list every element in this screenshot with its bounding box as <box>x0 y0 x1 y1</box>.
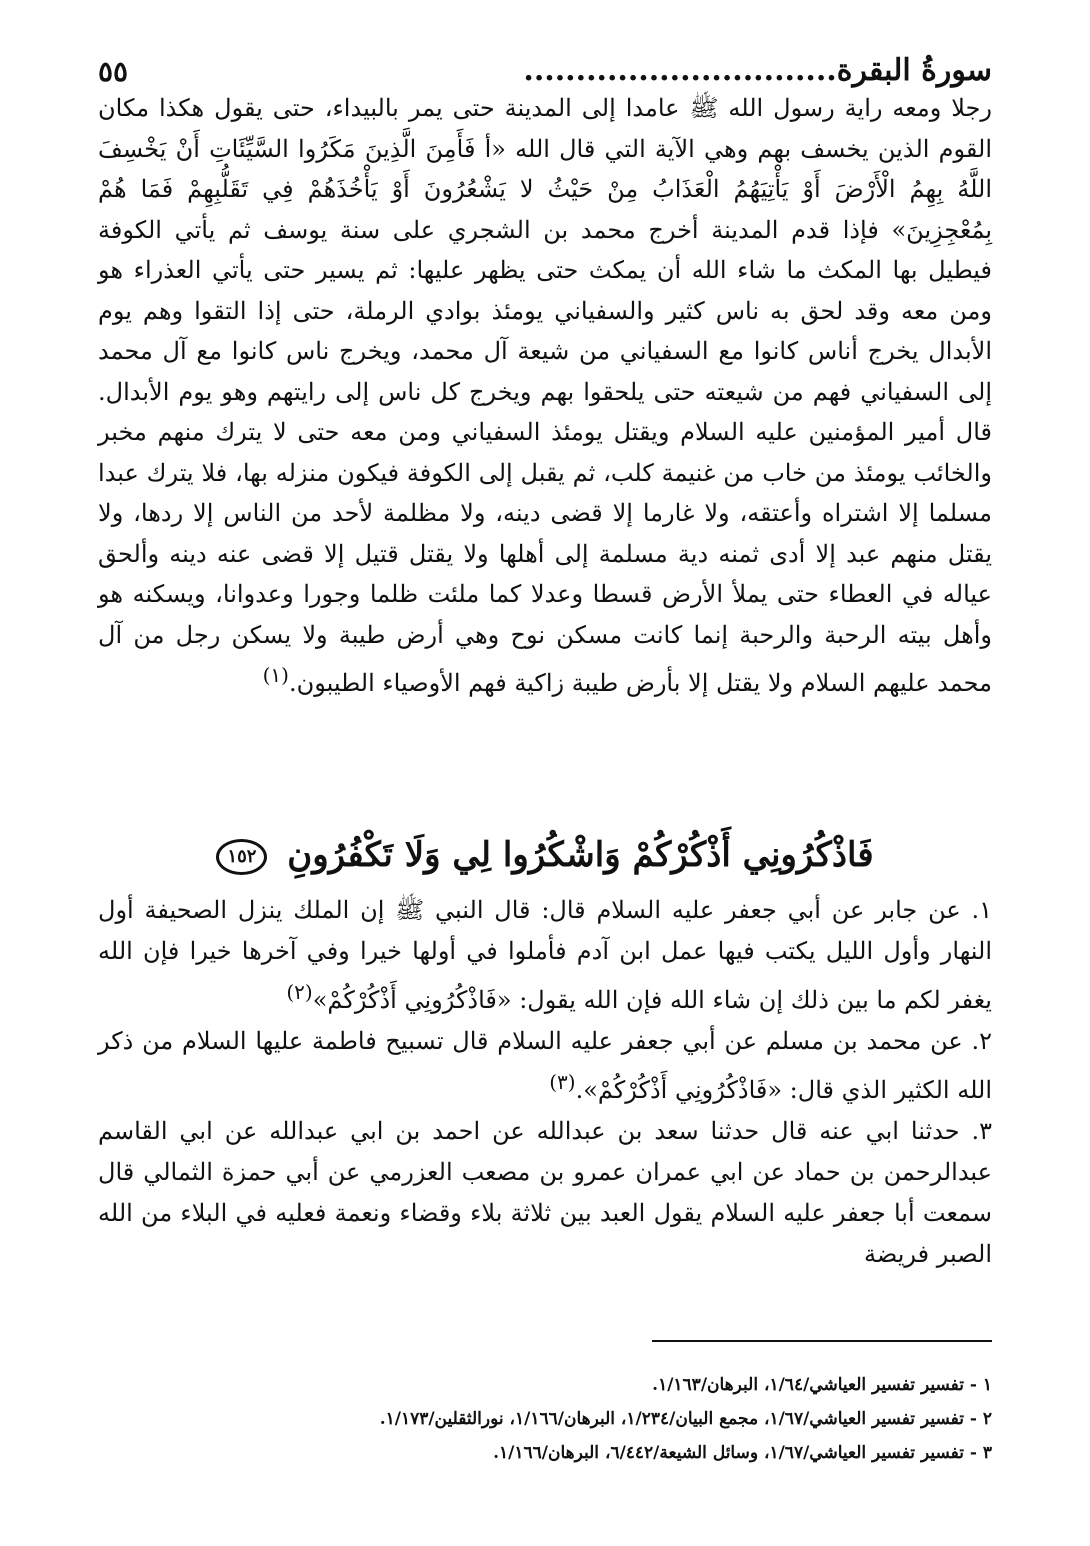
surah-title: سورةُ البقرة.............................. <box>523 53 992 88</box>
footnote-ref-1: (١) <box>262 663 289 687</box>
running-header <box>98 40 992 88</box>
hadith-item <box>98 1111 992 1275</box>
verse-text: فَاذْكُرُونِي أَذْكُرْكُمْ وَاشْكُرُوا لِي وَلَا تَكْفُرُونِ <box>287 835 874 875</box>
hadith-text: ١. عن جابر عن أبي جعفر عليه السلام قال: قال النبي ﷺ إن الملك ينزل الصحيفة أول النهار وأول الليل يكتب فيها عمل ابن آدم فأملوا في أولها خيرا وفي آخرها خيرا فإن الله يغفر لكم ما بين ذلك إن شاء الله فإن الله يقول: «فَاذْكُرُونِي أَذْكُرْكُمْ» <box>98 896 992 1014</box>
footnote-divider <box>652 1340 992 1342</box>
quran-verse <box>98 820 992 890</box>
footnote-ref-3: (٣) <box>549 1070 576 1094</box>
hadith-text: ٢. عن محمد بن مسلم عن أبي جعفر عليه السلام قال تسبيح فاطمة عليها السلام من ذكر الله الكثير الذي قال: «فَاذْكُرُونِي أَذْكُرْكُمْ». <box>98 1027 992 1104</box>
hadith-item <box>98 890 992 1021</box>
ayah-number-badge: ١٥٢ <box>216 839 267 875</box>
hadith-item <box>98 1021 992 1111</box>
paragraph-text: رجلا ومعه راية رسول الله ﷺ عامدا إلى المدينة حتى يمر بالبيداء، حتى يقول هكذا مكان القوم الذين يخسف بهم وهي الآية التي قال الله «أ فَأَمِنَ الَّذِينَ مَكَرُوا السَّيِّئَاتِ أَنْ يَخْسِفَ اللَّهُ بِهِمُ الْأَرْضَ أَوْ يَأْتِيَهُمُ الْعَذَابُ مِنْ حَيْثُ لا يَشْعُرُونَ أَوْ يَأْخُذَهُمْ فِي تَقَلُّبِهِمْ فَمَا هُمْ بِمُعْجِزِينَ» فإذا قدم المدينة أخرج محمد بن الشجري على سنة يوسف ثم يأتي الكوفة فيطيل بها المكث ما شاء الله أن يمكث حتى يظهر عليها: ثم يسير حتى يأتي العذراء هو ومن معه وقد لحق به ناس كثير والسفياني يومئذ بوادي الرملة، حتى إذا التقوا وهم يوم الأبدال يخرج أناس كانوا مع السفياني من شيعة آل محمد، ويخرج ناس كانوا مع آل محمد إلى السفياني فهم من شيعته حتى يلحقوا بهم ويخرج كل ناس إلى رايتهم وهو يوم الأبدال. قال أمير المؤمنين عليه السلام ويقتل يومئذ السفياني ومن معه حتى لا يترك منهم مخبر والخائب يومئذ من خاب من غنيمة كلب، ثم يقبل إلى الكوفة فيكون منزله بها، فلا يترك عبدا مسلما إلا اشتراه وأعتقه، ولا غارما إلا قضى دينه، ولا مظلمة لأحد من الناس إلا ردها، ولا يقتل منهم عبد إلا أدى ثمنه دية مسلمة إلى أهلها ولا يقتل قتيل إلا قضى عنه دينه وألحق عياله في العطاء حتى يملأ الأرض قسطا وعدلا كما ملئت ظلما وجورا وعدوانا، ويسكنه هو وأهل بيته الرحبة والرحبة إنما كانت مسكن نوح وهي أرض طيبة ولا يسكن رجل من آل محمد عليهم السلام ولا يقتل إلا بأرض طيبة زاكية فهم الأوصياء الطيبون. <box>98 94 992 697</box>
footnote-item: ٢ - تفسير تفسير العياشي/١/٦٧، مجمع البيان/١/٢٣٤، البرهان/١/١٦٦، نورالثقلين/١/١٧٣. <box>379 1409 992 1429</box>
main-paragraph <box>98 88 992 704</box>
page-number: ٥٥ <box>98 55 129 88</box>
footnote-ref-2: (٢) <box>286 980 313 1004</box>
footnote-item: ١ - تفسير تفسير العياشي/١/٦٤، البرهان/١/١٦٣. <box>652 1375 992 1395</box>
hadith-list <box>98 890 992 1275</box>
hadith-text: ٣. حدثنا ابي عنه قال حدثنا سعد بن عبدالله عن احمد بن ابي عبدالله عن ابي القاسم عبدالرحمن بن حماد عن ابي عمران عمرو بن مصعب العزرمي عن أبي حمزة الثمالي قال سمعت أبا جعفر عليه السلام يقول العبد بين ثلاثة بلاء وقضاء ونعمة فعليه في البلاء من الله الصبر فريضة <box>98 1117 992 1268</box>
footnotes <box>98 1368 992 1470</box>
footnote-item: ٣ - تفسير تفسير العياشي/١/٦٧، وسائل الشيعة/٦/٤٤٢، البرهان/١/١٦٦. <box>493 1443 992 1463</box>
